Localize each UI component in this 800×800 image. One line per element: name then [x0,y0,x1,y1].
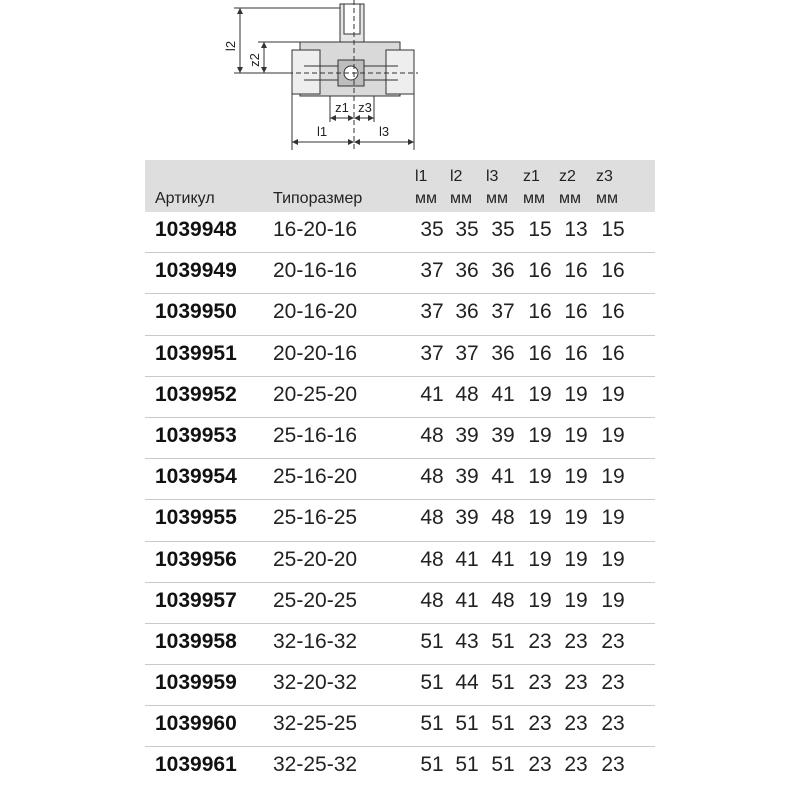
table-row [145,294,655,335]
l1-value: 35 [420,218,444,241]
table-header [145,160,655,212]
z2-value: 13 [564,218,588,241]
l2-value: 51 [455,753,479,777]
l3-value: 37 [491,300,515,324]
size-value: 32-16-32 [273,629,358,653]
article-number: 1039952 [155,382,237,406]
l2-value: 41 [455,547,479,571]
size-value: 32-25-32 [273,753,358,777]
l3-value: 35 [491,218,515,241]
z1-value: 19 [528,506,552,530]
l3-value: 41 [491,547,515,571]
l3-value: 51 [491,712,515,736]
article-number: 1039961 [155,753,237,777]
l3-value: 39 [491,423,515,447]
table-row [145,336,655,377]
dim-l1-label: l1 [316,124,328,139]
header-z2: z2 [559,168,576,185]
z2-value: 19 [564,423,588,447]
size-value: 20-20-16 [273,341,358,365]
z1-value: 19 [528,423,552,447]
l2-value: 43 [455,629,479,653]
dim-l2-label: l2 [223,40,238,52]
z3-value: 23 [601,753,625,777]
size-value: 20-16-16 [273,259,358,283]
l3-value: 48 [491,588,515,612]
header-z1: z1 [523,168,540,185]
article-number: 1039954 [155,465,237,489]
z1-value: 23 [528,629,552,653]
z2-value: 19 [564,506,588,530]
l3-value: 51 [491,671,515,695]
l1-value: 48 [420,465,444,489]
dim-z2-label: z2 [247,53,262,67]
l1-value: 37 [420,259,444,283]
z2-value: 16 [564,259,588,283]
right-sleeve [386,50,414,94]
article-number: 1039950 [155,300,237,324]
article-number: 1039958 [155,629,237,653]
l1-value: 51 [420,671,444,695]
article-number: 1039948 [155,218,237,241]
l2-value: 39 [455,423,479,447]
z3-value: 23 [601,629,625,653]
header-z1-unit: мм [523,190,545,207]
z3-value: 16 [601,300,625,324]
z1-value: 23 [528,671,552,695]
z1-value: 16 [528,300,552,324]
size-value: 25-20-25 [273,588,358,612]
l1-value: 48 [420,547,444,571]
z2-value: 19 [564,547,588,571]
z3-value: 15 [601,218,625,241]
z2-value: 23 [564,753,588,777]
z3-value: 19 [601,588,625,612]
z1-value: 16 [528,341,552,365]
z3-value: 19 [601,382,625,406]
z2-value: 19 [564,465,588,489]
l3-value: 51 [491,753,515,777]
z1-value: 23 [528,712,552,736]
header-z2-unit: мм [559,190,581,207]
z1-value: 15 [528,218,552,241]
tee-fitting-diagram [218,0,448,160]
table-row [145,500,655,541]
l3-value: 51 [491,629,515,653]
z1-value: 16 [528,259,552,283]
z3-value: 23 [601,671,625,695]
l1-value: 37 [420,341,444,365]
table-row [145,212,655,253]
l2-value: 39 [455,506,479,530]
header-l3-unit: мм [486,190,508,207]
table-row [145,459,655,500]
z2-value: 16 [564,300,588,324]
table-row [145,624,655,665]
l3-value: 41 [491,465,515,489]
l3-value: 36 [491,341,515,365]
l1-value: 48 [420,506,444,530]
z1-value: 19 [528,465,552,489]
header-z3: z3 [596,168,613,185]
header-l2: l2 [450,168,463,185]
l1-value: 48 [420,423,444,447]
z2-value: 23 [564,671,588,695]
l2-value: 39 [455,465,479,489]
z2-value: 19 [564,588,588,612]
l1-value: 51 [420,712,444,736]
z2-value: 23 [564,712,588,736]
header-size: Типоразмер [273,190,363,207]
size-value: 16-20-16 [273,218,358,241]
dim-z3-label: z3 [358,100,372,115]
table-body [145,212,655,789]
article-number: 1039960 [155,712,237,736]
z1-value: 23 [528,753,552,777]
z3-value: 16 [601,341,625,365]
size-value: 25-16-20 [273,465,358,489]
article-number: 1039956 [155,547,237,571]
z3-value: 23 [601,712,625,736]
l1-value: 37 [420,300,444,324]
l2-value: 36 [455,259,479,283]
tee-fitting-drawing [218,0,448,160]
l2-value: 36 [455,300,479,324]
z1-value: 19 [528,382,552,406]
size-value: 20-25-20 [273,382,358,406]
l3-value: 41 [491,382,515,406]
l2-value: 48 [455,382,479,406]
table-row [145,583,655,624]
z1-value: 19 [528,588,552,612]
header-l1-unit: мм [415,190,437,207]
table-row [145,747,655,788]
article-number: 1039959 [155,671,237,695]
article-number: 1039957 [155,588,237,612]
z3-value: 16 [601,259,625,283]
size-value: 25-16-25 [273,506,358,530]
header-l3: l3 [486,168,499,185]
l3-value: 48 [491,506,515,530]
z1-value: 19 [528,547,552,571]
article-number: 1039955 [155,506,237,530]
table-row [145,665,655,706]
size-value: 32-20-32 [273,671,358,695]
header-z3-unit: мм [596,190,618,207]
size-value: 25-16-16 [273,423,358,447]
article-number: 1039953 [155,423,237,447]
size-value: 25-20-20 [273,547,358,571]
table-row [145,542,655,583]
z2-value: 19 [564,382,588,406]
z3-value: 19 [601,547,625,571]
l3-value: 36 [491,259,515,283]
l2-value: 35 [455,218,479,241]
l2-value: 44 [455,671,479,695]
l1-value: 51 [420,753,444,777]
l1-value: 51 [420,629,444,653]
header-article: Артикул [155,190,215,207]
left-sleeve [292,50,320,94]
z2-value: 23 [564,629,588,653]
dim-z1-label: z1 [335,100,349,115]
table-row [145,253,655,294]
spec-table [145,160,655,789]
size-value: 20-16-20 [273,300,358,324]
header-l1: l1 [415,168,428,185]
z3-value: 19 [601,506,625,530]
l1-value: 41 [420,382,444,406]
z3-value: 19 [601,465,625,489]
l2-value: 37 [455,341,479,365]
z2-value: 16 [564,341,588,365]
header-l2-unit: мм [450,190,472,207]
z3-value: 19 [601,423,625,447]
dim-l3-label: l3 [378,124,390,139]
table-row [145,377,655,418]
l1-value: 48 [420,588,444,612]
l2-value: 51 [455,712,479,736]
table-row [145,706,655,747]
l2-value: 41 [455,588,479,612]
size-value: 32-25-25 [273,712,358,736]
article-number: 1039949 [155,259,237,283]
table-row [145,418,655,459]
article-number: 1039951 [155,341,237,365]
